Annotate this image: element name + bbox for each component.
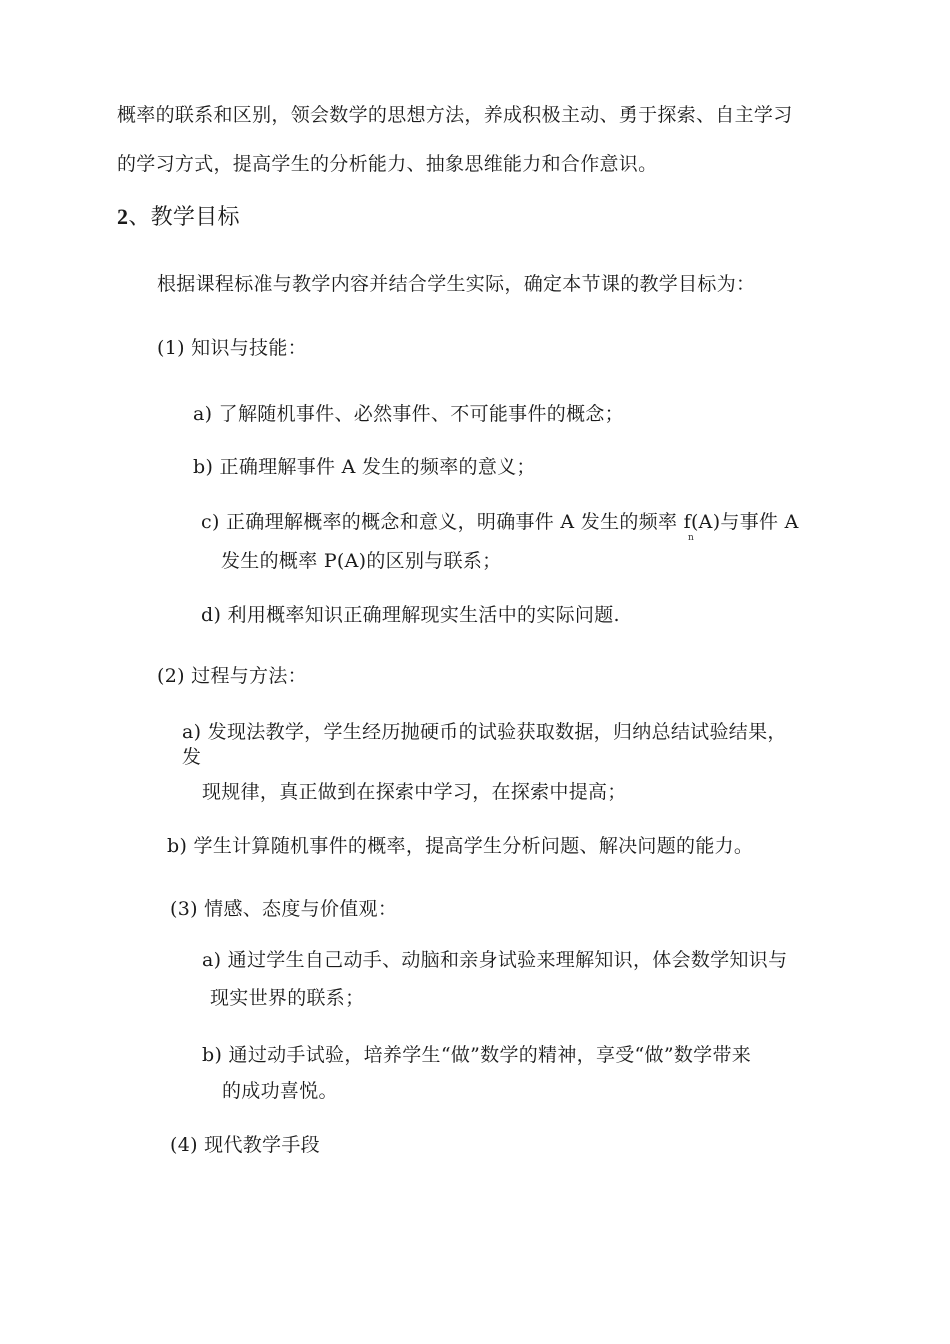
list-item: b) 学生计算随机事件的概率，提高学生分析问题、解决问题的能力。: [167, 835, 754, 857]
list-item-continuation: 发生的概率 P(A)的区别与联系；: [221, 550, 502, 572]
list-item: b) 正确理解事件 A 发生的频率的意义；: [193, 456, 536, 478]
list-item-continuation: 现实世界的联系；: [210, 987, 365, 1009]
subsection-title-knowledge: (1) 知识与技能：: [157, 337, 307, 359]
section-number: 2: [117, 204, 129, 229]
list-item: a) 通过学生自己动手、动脑和亲身试验来理解知识，体会数学知识与: [202, 949, 788, 971]
list-item: a) 了解随机事件、必然事件、不可能事件的概念；: [193, 403, 624, 425]
subsection-title-media: (4) 现代教学手段: [170, 1134, 320, 1156]
paragraph-line: 概率的联系和区别，领会数学的思想方法，养成积极主动、勇于探索、自主学习: [117, 104, 793, 126]
list-item: d) 利用概率知识正确理解现实生活中的实际问题.: [201, 604, 620, 626]
subscript-n: n: [688, 533, 694, 543]
list-item-continuation: 现规律，真正做到在探索中学习，在探索中提高；: [202, 781, 627, 803]
section-heading: [117, 203, 240, 232]
intro-line: 根据课程标准与教学内容并结合学生实际，确定本节课的教学目标为：: [157, 273, 756, 295]
list-item-continuation: 的成功喜悦。: [222, 1080, 338, 1102]
list-item: a) 发现法教学，学生经历抛硬币的试验获取数据，归纳总结试验结果，: [182, 721, 787, 743]
subsection-title-process: (2) 过程与方法：: [157, 665, 307, 687]
subsection-title-emotion: (3) 情感、态度与价值观：: [170, 898, 398, 920]
list-item: b) 通过动手试验，培养学生“做”数学的精神，享受“做”数学带来: [202, 1044, 752, 1066]
list-item-wrap: 发: [182, 746, 202, 768]
list-item: c) 正确理解概率的概念和意义，明确事件 A 发生的频率 f(A)与事件 A: [201, 511, 799, 533]
section-title: 、教学目标: [128, 205, 240, 230]
paragraph-line: 的学习方式，提高学生的分析能力、抽象思维能力和合作意识。: [117, 153, 658, 175]
